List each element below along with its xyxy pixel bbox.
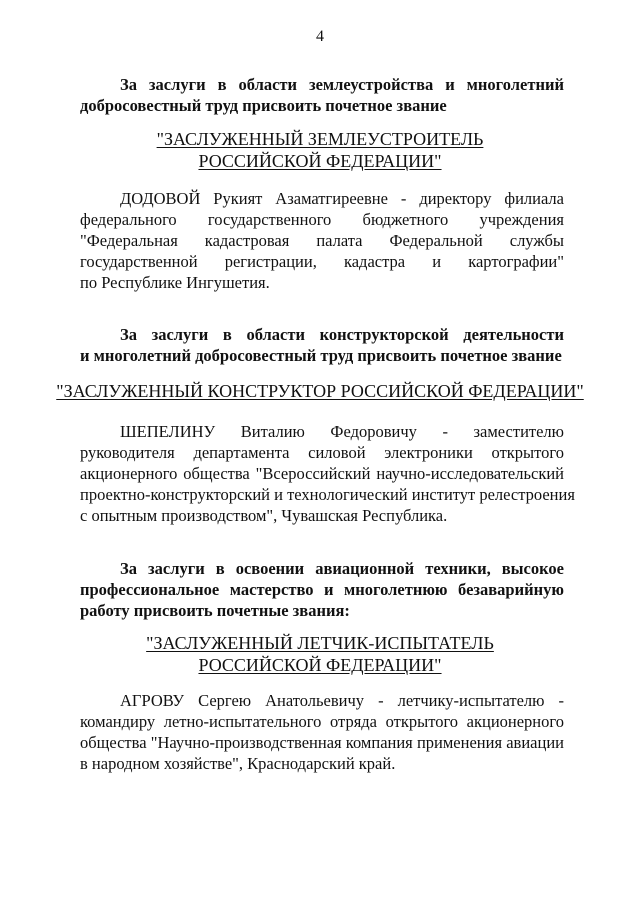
- section-2-awardee-line: ШЕПЕЛИНУ Виталию Федоровичу - заместителю: [120, 422, 564, 441]
- section-1-awardee-line: федерального государственного бюджетного учреждения: [80, 210, 564, 229]
- section-3-awardee: [80, 690, 564, 774]
- section-2-awardee-line: руководителя департамента силовой электроники открытого: [80, 443, 564, 462]
- section-3-intro: [80, 558, 564, 621]
- section-1-awardee-line: государственной регистрации, кадастра и картографии": [80, 252, 564, 271]
- section-2-intro: [80, 324, 564, 366]
- section-2-intro-line: и многолетний добросовестный труд присвоить почетное звание: [80, 346, 562, 365]
- section-1-awardee: [80, 188, 564, 293]
- section-3-awardee-line: общества "Научно-производственная компания применения авиации: [80, 733, 564, 752]
- section-3-intro-line: работу присвоить почетные звания:: [80, 601, 350, 620]
- section-2-intro-line: За заслуги в области конструкторской деятельности: [120, 325, 564, 344]
- section-3-title: [0, 632, 640, 676]
- section-3-awardee-line: командиру летно-испытательного отряда открытого акционерного: [80, 712, 564, 731]
- section-3-awardee-line: АГРОВУ Сергею Анатольевичу - летчику-испытателю -: [120, 691, 564, 710]
- section-2-title-line: "ЗАСЛУЖЕННЫЙ КОНСТРУКТОР РОССИЙСКОЙ ФЕДЕРАЦИИ": [56, 381, 584, 401]
- section-3-intro-line: профессиональное мастерство и многолетнюю безаварийную: [80, 580, 564, 599]
- section-1-title-line: "ЗАСЛУЖЕННЫЙ ЗЕМЛЕУСТРОИТЕЛЬ: [156, 129, 484, 149]
- section-3-intro-line: За заслуги в освоении авиационной техники, высокое: [120, 559, 564, 578]
- section-2-title: [0, 380, 640, 402]
- section-2-awardee: [80, 421, 575, 526]
- section-1-title: [0, 128, 640, 172]
- section-1-intro-line: За заслуги в области землеустройства и многолетний: [120, 75, 564, 94]
- section-1-awardee-line: по Республике Ингушетия.: [80, 273, 270, 292]
- section-2-awardee-line: проектно-конструкторский и технологический институт релестроения: [80, 485, 575, 504]
- section-1-intro-line: добросовестный труд присвоить почетное звание: [80, 96, 447, 115]
- section-3-title-line: РОССИЙСКОЙ ФЕДЕРАЦИИ": [198, 655, 442, 675]
- section-2-awardee-line: акционерного общества "Всероссийский научно-исследовательский: [80, 464, 564, 483]
- section-3-title-line: "ЗАСЛУЖЕННЫЙ ЛЕТЧИК-ИСПЫТАТЕЛЬ: [146, 633, 494, 653]
- section-1-title-line: РОССИЙСКОЙ ФЕДЕРАЦИИ": [198, 151, 442, 171]
- section-1-awardee-line: "Федеральная кадастровая палата Федеральной службы: [80, 231, 564, 250]
- section-2-awardee-line: с опытным производством", Чувашская Республика.: [80, 506, 448, 525]
- section-1-awardee-line: ДОДОВОЙ Рукият Азаматгиреевне - директору филиала: [120, 189, 564, 208]
- section-1-intro: [80, 74, 564, 116]
- page-number: 4: [316, 28, 324, 45]
- section-3-awardee-line: в народном хозяйстве", Краснодарский край.: [80, 754, 396, 773]
